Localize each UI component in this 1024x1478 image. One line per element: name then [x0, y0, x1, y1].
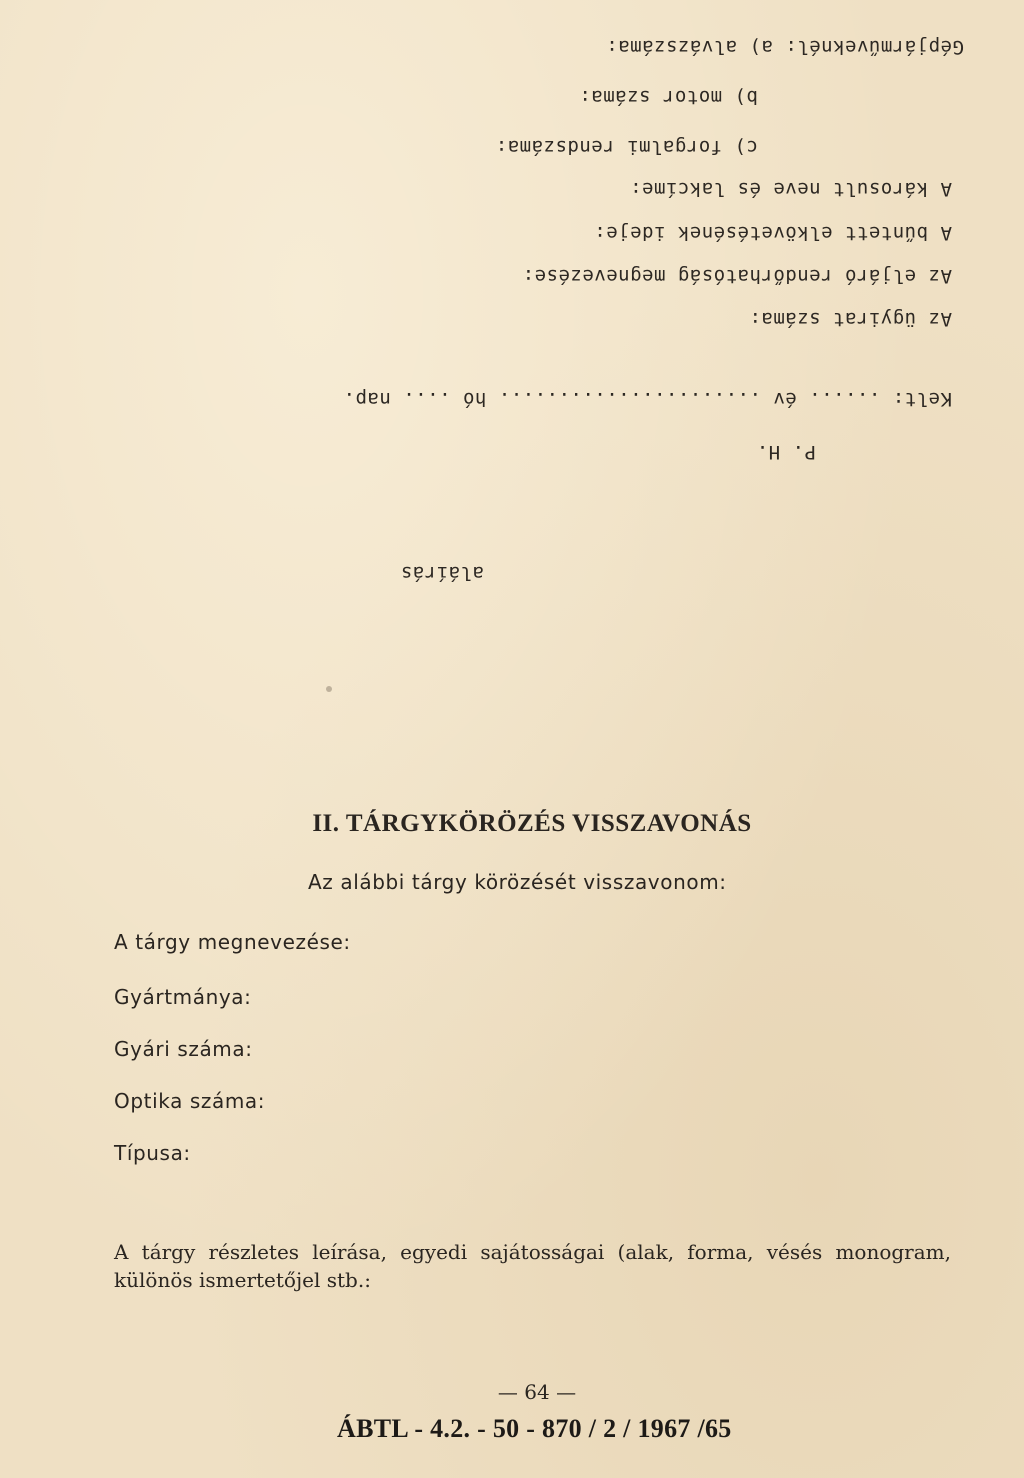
page-number: — 64 — [497, 1380, 577, 1404]
section-intro: Az alábbi tárgy körözését visszavonom: [308, 870, 727, 894]
manufacture-label: Gyártmánya: [114, 985, 252, 1009]
paper-speck [326, 686, 332, 692]
signature-label: aláírás [400, 562, 484, 584]
procedure-authority-label: Az eljáró rendőrhatóság megnevezése: [522, 265, 952, 287]
section-heading: II. TÁRGYKÖRÖZÉS VISSZAVONÁS [312, 810, 752, 837]
item-description-label: A tárgy részletes leírása, egyedi sajátosságai (alak, forma, vésés monogram, különös ismertetőjel stb.: [114, 1240, 951, 1292]
case-number-label: Az ügyirat száma: [749, 308, 952, 330]
engine-number-label: b) motor száma: [578, 86, 758, 108]
archive-reference: ÁBTL - 4.2. - 50 - 870 / 2 / 1967 /65 [337, 1414, 732, 1443]
type-label: Típusa: [114, 1141, 191, 1165]
date-line: Kelt: ...... év ...................... hó .... nap. [343, 388, 952, 410]
optics-number-label: Optika száma: [114, 1089, 266, 1113]
serial-number-label: Gyári száma: [114, 1037, 253, 1061]
vehicles-chassis-label: Gépjárműveknél: a) alvázszáma: [605, 36, 964, 58]
traffic-number-label: c) forgalmi rendszáma: [495, 136, 758, 158]
victim-label: A károsult neve és lakcíme: [629, 178, 952, 200]
crime-time-label: A bűntett elkövetésének ideje: [593, 222, 952, 244]
stamp-label: P. H. [756, 441, 816, 463]
item-name-label: A tárgy megnevezése: [114, 930, 351, 954]
upside-down-form-section [0, 0, 1024, 640]
